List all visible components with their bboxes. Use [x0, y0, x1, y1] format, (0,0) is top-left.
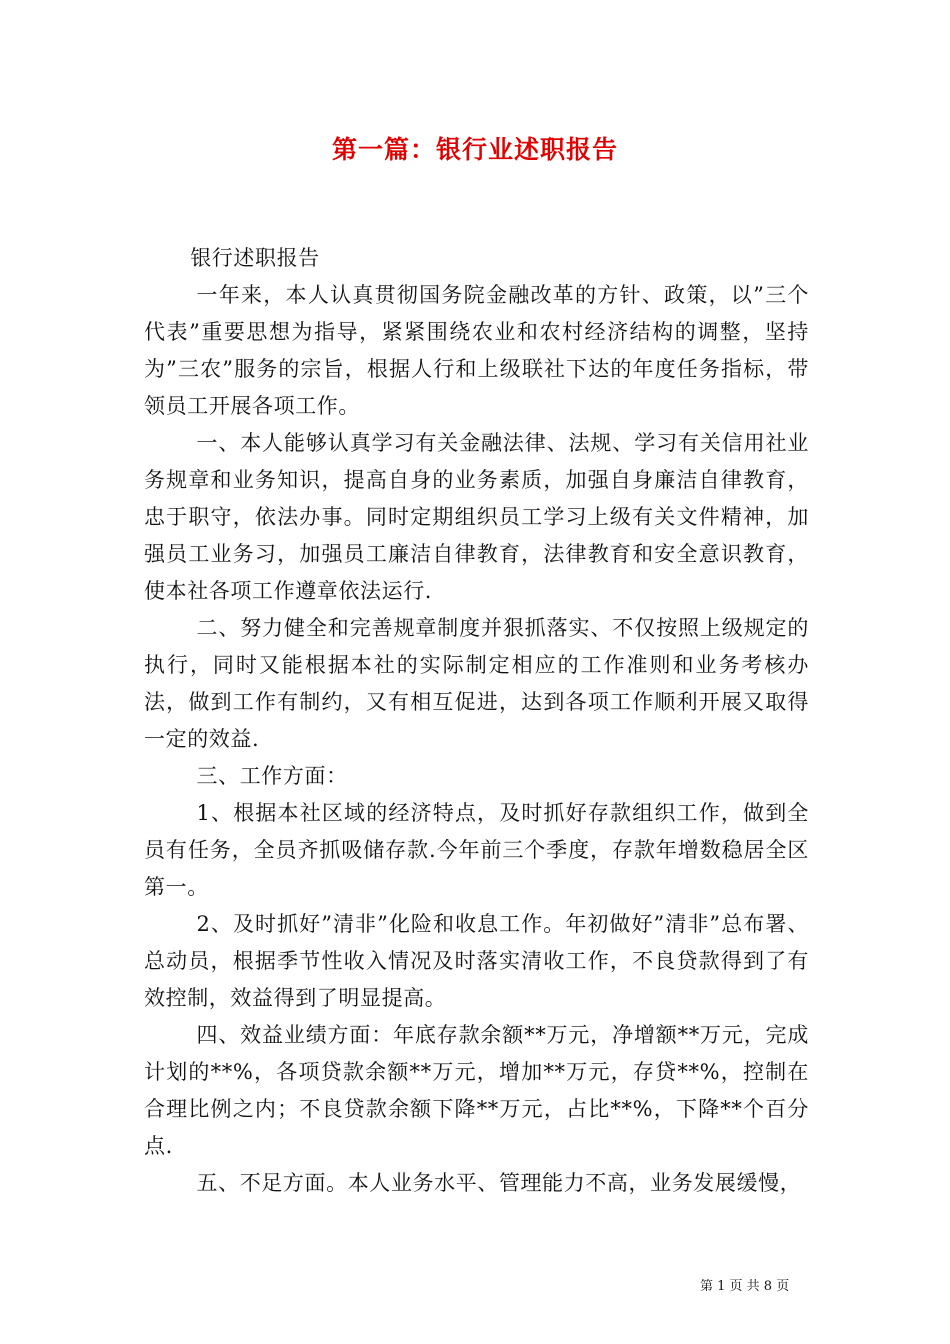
paragraph-section-4: 四、效益业绩方面：年底存款余额**万元，净增额**万元，完成计划的**%，各项贷款余额**万元，增加**万元，存贷**%，控制在合理比例之内；不良贷款余额下降**万元，占比**%，下降**个百分点.: [144, 1023, 809, 1158]
page-number: 第 1 页 共 8 页: [700, 1279, 790, 1294]
paragraph-section-3-item-2: 2、及时抓好”清非”化险和收息工作。年初做好”清非”总布署、总动员，根据季节性收入情况及时落实清收工作，不良贷款得到了有效控制，效益得到了明显提高。: [144, 912, 809, 1010]
paragraph-section-3-item-1: 1、根据本社区域的经济特点，及时抓好存款组织工作，做到全员有任务，全员齐抓吸储存款.今年前三个季度，存款年增数稳居全区第一。: [144, 801, 809, 899]
report-subtitle: 银行述职报告: [190, 246, 320, 270]
paragraph-section-1: 一、本人能够认真学习有关金融法律、法规、学习有关信用社业务规章和业务知识，提高自身的业务素质，加强自身廉洁自律教育，忠于职守，依法办事。同时定期组织员工学习上级有关文件精神，加强员工业务习，加强员工廉洁自律教育，法律教育和安全意识教育，使本社各项工作遵章依法运行.: [144, 431, 809, 603]
paragraph-section-2: 二、努力健全和完善规章制度并狠抓落实、不仅按照上级规定的执行，同时又能根据本社的实际制定相应的工作准则和业务考核办法，做到工作有制约，又有相互促进，达到各项工作顺利开展又取得一定的效益.: [144, 616, 809, 751]
paragraph-section-5: 五、不足方面。本人业务水平、管理能力不高，业务发展缓慢，: [196, 1171, 802, 1195]
paragraph-section-3-heading: 三、工作方面：: [196, 764, 348, 788]
document-body: [144, 240, 809, 1202]
paragraph-intro: 一年来，本人认真贯彻国务院金融改革的方针、政策，以”三个代表”重要思想为指导，紧紧围绕农业和农村经济结构的调整，坚持为”三农”服务的宗旨，根据人行和上级联社下达的年度任务指标，带领员工开展各项工作。: [144, 283, 809, 418]
document-title: 第一篇：银行业述职报告: [331, 135, 618, 164]
